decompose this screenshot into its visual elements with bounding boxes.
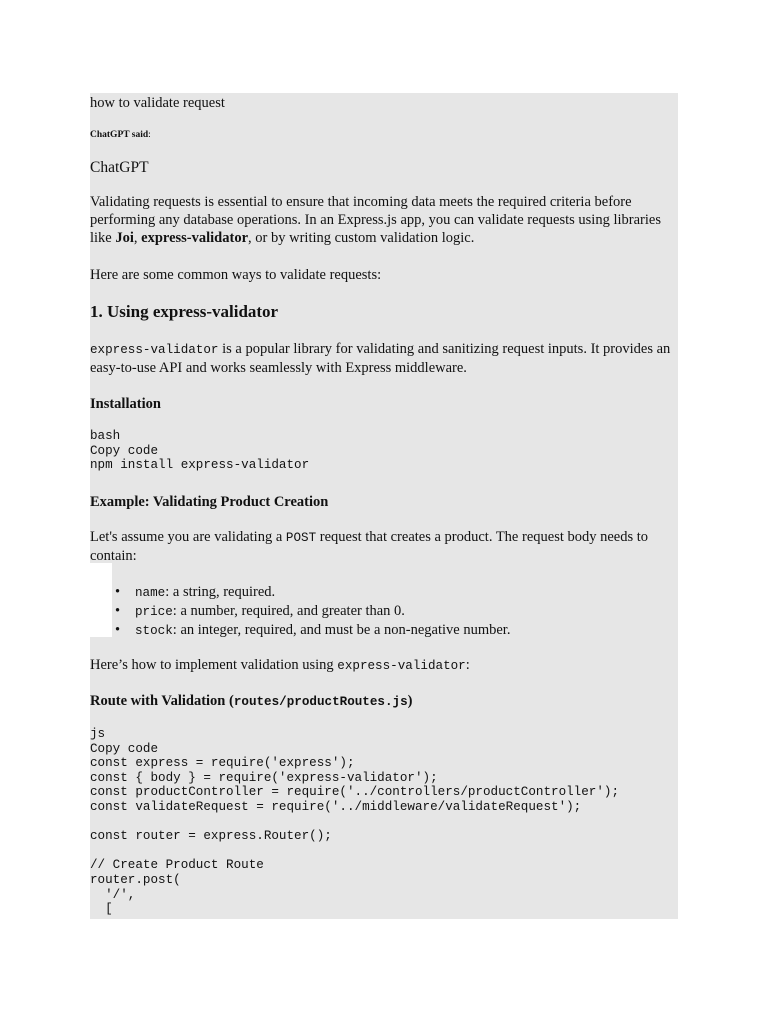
list-item	[135, 602, 723, 621]
route-heading-file: routes/productRoutes.js	[233, 695, 408, 709]
howto-text	[90, 656, 678, 675]
list-item	[135, 621, 723, 640]
assistant-label	[90, 129, 678, 141]
assistant-label-text: ChatGPT said	[90, 130, 149, 140]
field-list	[90, 583, 723, 640]
express-validator-description	[90, 340, 678, 377]
chat-document	[90, 93, 678, 919]
ev-code: express-validator	[90, 343, 219, 357]
assistant-label-colon: :	[148, 130, 151, 140]
intro-text-1: Validating requests is essential to ensure that incoming data meets the required criteria before performing any database operations. In an Express.js app, you can validate requests using libraries like	[90, 194, 661, 246]
example-assume-text	[90, 528, 678, 565]
field-name: price	[135, 605, 173, 619]
field-desc: : a number, required, and greater than 0.	[172, 603, 405, 619]
intro-joi: Joi	[115, 230, 134, 246]
howto-before: Here’s how to implement validation using	[90, 657, 338, 673]
intro-express-validator: express-validator	[141, 230, 249, 246]
route-heading-before: Route with Validation (	[90, 693, 234, 709]
ev-desc-text: is a popular library for validating and sanitizing request inputs. It provides an easy-to-use API and works seamlessly with Express middleware.	[90, 341, 671, 376]
assume-after: request that creates a product. The request body needs to contain:	[90, 529, 649, 564]
installation-heading: Installation	[90, 396, 161, 412]
assume-before: Let's assume you are validating a	[90, 529, 286, 545]
field-name: name	[135, 586, 166, 600]
field-desc: : an integer, required, and must be a non-negative number.	[172, 622, 511, 638]
section-heading: 1. Using express-validator	[90, 302, 279, 321]
howto-after: :	[465, 657, 470, 673]
field-desc: : a string, required.	[165, 584, 276, 600]
installation-code-block: bash Copy code npm install express-validator	[90, 429, 310, 473]
intro-text-2: , or by writing custom validation logic.	[248, 230, 475, 246]
example-heading: Example: Validating Product Creation	[90, 494, 329, 510]
field-name: stock	[135, 624, 173, 638]
common-ways-text: Here are some common ways to validate requests:	[90, 267, 382, 283]
intro-paragraph	[90, 193, 678, 247]
user-question: how to validate request	[90, 95, 225, 111]
list-item	[135, 583, 723, 602]
howto-code: express-validator	[337, 659, 466, 673]
assistant-name: ChatGPT	[90, 159, 149, 176]
route-heading-after: )	[407, 693, 413, 709]
intro-comma: ,	[133, 230, 142, 246]
route-heading	[90, 692, 678, 711]
post-code: POST	[285, 531, 317, 545]
route-code-block: js Copy code const express = require('express'); const { body } = require('express-validator'); const productController = require('../controllers/productController'); const validateRequest = require('../middleware/validateRequest'); const router = express.Router(); // Create Product Route router.post( '/', [	[90, 727, 620, 917]
